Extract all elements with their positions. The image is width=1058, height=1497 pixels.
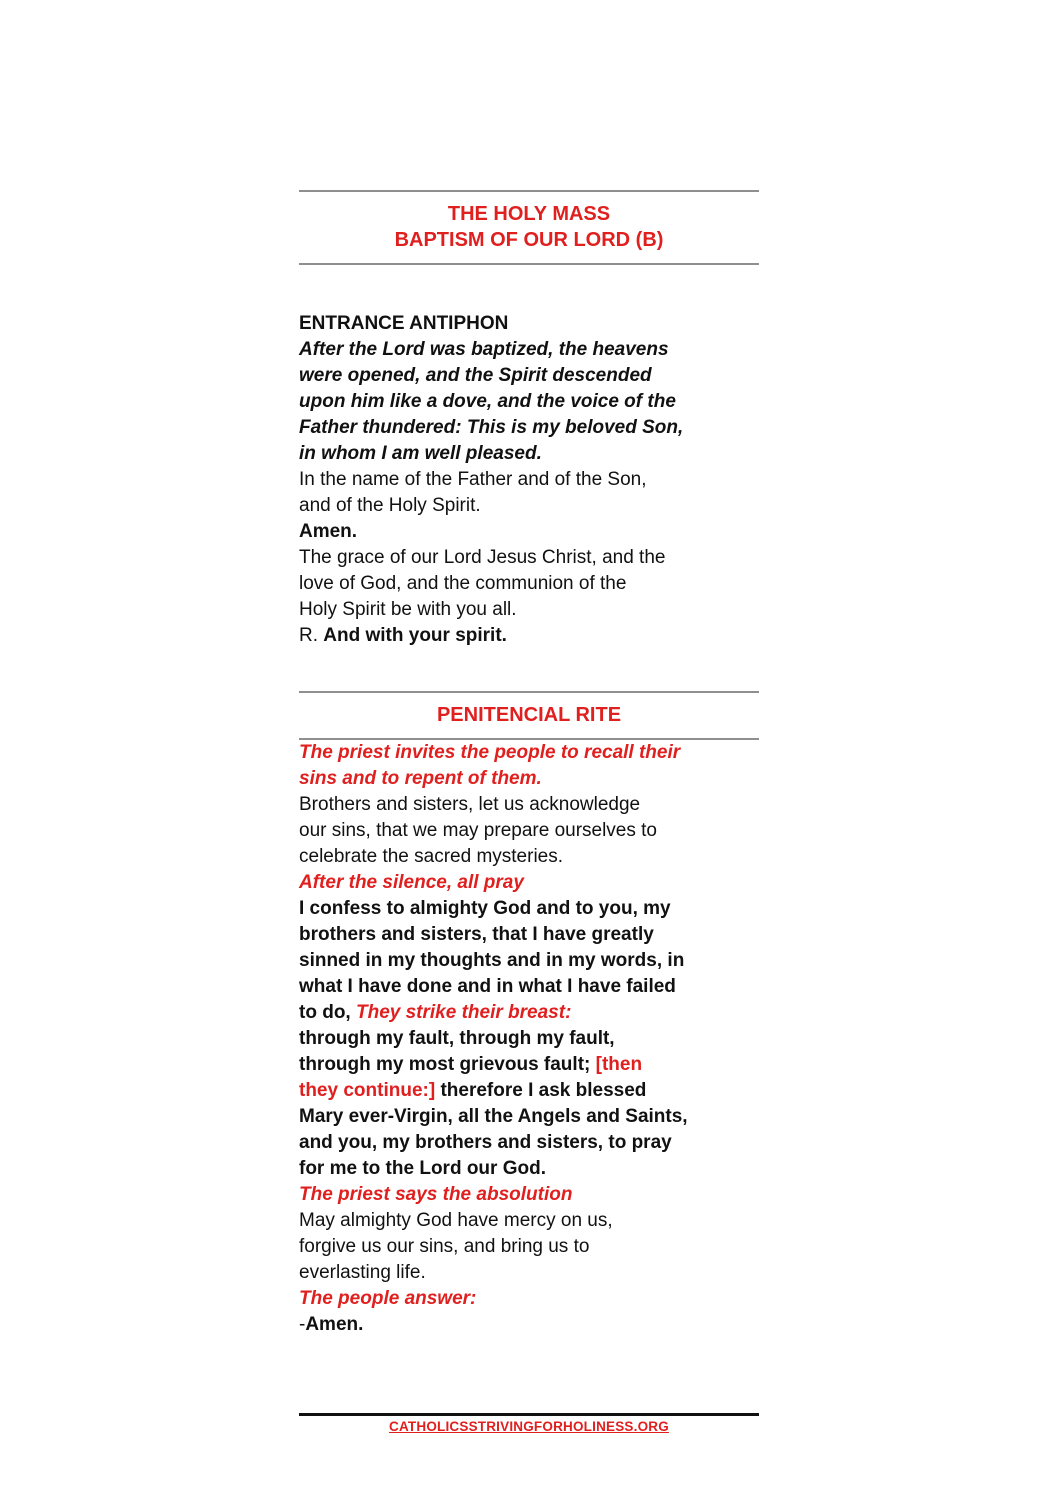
penitential-rite-banner	[299, 691, 759, 740]
text-segment: celebrate the sacred mysteries.	[299, 846, 564, 867]
entrance-antiphon-heading: ENTRANCE ANTIPHON	[299, 313, 509, 334]
penitential-rite-body	[299, 740, 759, 1338]
text-segment: The grace of our Lord Jesus Christ, and the	[299, 547, 666, 568]
text-segment: The priest says the absolution	[299, 1184, 573, 1205]
text-segment: through my fault, through my fault,	[299, 1028, 615, 1049]
document-content-column	[299, 0, 759, 1338]
text-segment: Holy Spirit be with you all.	[299, 599, 517, 620]
title-banner-bottom-divider	[299, 263, 759, 265]
text-segment: to do,	[299, 1002, 356, 1023]
text-segment: The people answer:	[299, 1288, 477, 1309]
text-segment: Amen.	[299, 521, 358, 542]
text-segment: sins and to repent of them.	[299, 768, 542, 789]
text-segment: upon him like a dove, and the voice of the	[299, 391, 676, 412]
text-segment: they continue:]	[299, 1080, 436, 1101]
document-title-banner	[299, 190, 759, 265]
text-segment: everlasting life.	[299, 1262, 426, 1283]
document-title-line-2: BAPTISM OF OUR LORD (B)	[394, 229, 664, 251]
text-segment: therefore I ask blessed	[435, 1080, 647, 1101]
text-segment: and of the Holy Spirit.	[299, 495, 481, 516]
text-segment: forgive us our sins, and bring us to	[299, 1236, 590, 1257]
text-segment: Brothers and sisters, let us acknowledge	[299, 794, 641, 815]
entrance-antiphon-text	[299, 337, 759, 467]
text-segment: our sins, that we may prepare ourselves to	[299, 820, 658, 841]
text-segment: In the name of the Father and of the Son,	[299, 469, 647, 490]
text-segment: And with your spirit.	[323, 625, 507, 646]
text-segment: -	[299, 1314, 306, 1335]
page-footer	[299, 1413, 759, 1436]
title-banner-inner	[299, 192, 759, 263]
penitential-banner-inner	[299, 693, 759, 738]
text-segment: in whom I am well pleased.	[299, 443, 542, 464]
text-segment: love of God, and the communion of the	[299, 573, 627, 594]
text-segment: what I have done and in what I have failed	[299, 976, 676, 997]
text-segment: They strike their breast:	[355, 1002, 572, 1023]
text-segment: Amen.	[305, 1314, 364, 1335]
greeting-dialogue-paragraph	[299, 467, 759, 649]
text-segment: May almighty God have mercy on us,	[299, 1210, 613, 1231]
text-segment: through my most grievous fault;	[299, 1054, 596, 1075]
text-segment: Father thundered: This is my beloved Son,	[299, 417, 684, 438]
text-segment: The priest invites the people to recall their	[299, 742, 681, 763]
text-segment: I confess to almighty God and to you, my	[299, 898, 671, 919]
footer-site-link[interactable]: CATHOLICSSTRIVINGFORHOLINESS.ORG	[389, 1419, 669, 1434]
text-segment: for me to the Lord our God.	[299, 1158, 546, 1179]
text-segment: Mary ever-Virgin, all the Angels and Saints,	[299, 1106, 688, 1127]
text-segment: After the Lord was baptized, the heavens	[299, 339, 669, 360]
text-segment: sinned in my thoughts and in my words, in	[299, 950, 685, 971]
text-segment: [then	[595, 1054, 643, 1075]
text-segment: were opened, and the Spirit descended	[299, 365, 652, 386]
text-segment: After the silence, all pray	[299, 872, 524, 893]
document-title-line-1: THE HOLY MASS	[447, 203, 611, 225]
text-segment: brothers and sisters, that I have greatly	[299, 924, 654, 945]
text-segment: R.	[299, 625, 324, 646]
footer-divider	[299, 1413, 759, 1416]
penitential-rite-heading: PENITENCIAL RITE	[436, 704, 622, 726]
text-segment: and you, my brothers and sisters, to pray	[299, 1132, 672, 1153]
